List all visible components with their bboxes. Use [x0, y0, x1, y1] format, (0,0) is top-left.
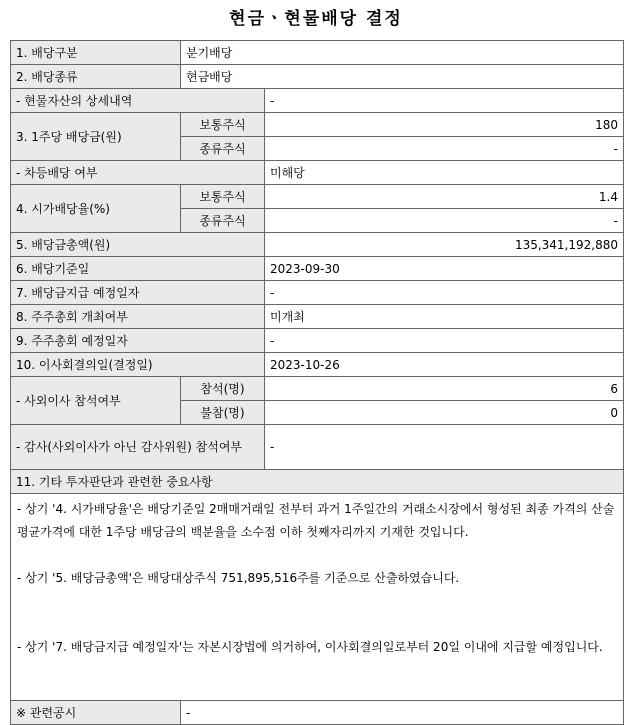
- table-row: [11, 41, 624, 65]
- note-paragraph: - 상기 '7. 배당금지급 예정일자'는 자본시장법에 의거하여, 이사회결의일로부터 20일 이내에 지급할 예정입니다.: [17, 640, 603, 654]
- row-label: 8. 주주총회 개최여부: [11, 305, 265, 329]
- sub-label: 종류주식: [181, 137, 265, 161]
- row-label: - 사외이사 참석여부: [11, 377, 181, 425]
- row-label: 9. 주주총회 예정일자: [11, 329, 265, 353]
- table-row: [11, 161, 624, 185]
- row-value: 6: [265, 377, 624, 401]
- table-row: [11, 65, 624, 89]
- table-row: [11, 377, 624, 401]
- table-row: [11, 353, 624, 377]
- row-value: -: [265, 89, 624, 113]
- row-value: 2023-10-26: [265, 353, 624, 377]
- row-value: 1.4: [265, 185, 624, 209]
- table-row: [11, 470, 624, 494]
- row-value: 현금배당: [181, 65, 624, 89]
- table-row: [11, 305, 624, 329]
- row-label: 4. 시가배당율(%): [11, 185, 181, 233]
- row-value: -: [265, 281, 624, 305]
- table-row: [11, 185, 624, 209]
- section-label: 11. 기타 투자판단과 관련한 중요사항: [11, 470, 624, 494]
- row-value: 180: [265, 113, 624, 137]
- row-label: 6. 배당기준일: [11, 257, 265, 281]
- sub-label: 불참(명): [181, 401, 265, 425]
- table-row: [11, 233, 624, 257]
- table-row: [11, 257, 624, 281]
- table-row: [11, 329, 624, 353]
- table-row: [11, 89, 624, 113]
- table-row: [11, 281, 624, 305]
- note-paragraph: - 상기 '4. 시가배당율'은 배당기준일 2매매거래일 전부터 과거 1주일간의 거래소시장에서 형성된 최종 가격의 산술평균가격에 대한 1주당 배당금의 백분율을 소수점 이하 첫째자리까지 기재한 것입니다.: [17, 502, 615, 539]
- row-value: 미개최: [265, 305, 624, 329]
- row-label: ※ 관련공시: [11, 701, 181, 725]
- row-label: 10. 이사회결의일(결정일): [11, 353, 265, 377]
- row-label: 2. 배당종류: [11, 65, 181, 89]
- row-label: - 차등배당 여부: [11, 161, 265, 185]
- row-value: 0: [265, 401, 624, 425]
- row-value: -: [265, 137, 624, 161]
- row-value: 135,341,192,880: [265, 233, 624, 257]
- row-value: -: [265, 425, 624, 470]
- table-row: [11, 494, 624, 701]
- dividend-table: [10, 40, 624, 725]
- row-value: 2023-09-30: [265, 257, 624, 281]
- row-value: 미해당: [265, 161, 624, 185]
- row-label: 1. 배당구분: [11, 41, 181, 65]
- table-row: [11, 425, 624, 470]
- row-value: -: [265, 209, 624, 233]
- row-label: 3. 1주당 배당금(원): [11, 113, 181, 161]
- row-label: 7. 배당금지급 예정일자: [11, 281, 265, 305]
- sub-label: 보통주식: [181, 113, 265, 137]
- row-label: - 현물자산의 상세내역: [11, 89, 265, 113]
- page-title: 현금ㆍ현물배당 결정: [229, 9, 403, 29]
- row-value: -: [181, 701, 624, 725]
- row-label: - 감사(사외이사가 아닌 감사위원) 참석여부: [11, 425, 265, 470]
- row-label: 5. 배당금총액(원): [11, 233, 265, 257]
- row-value: 분기배당: [181, 41, 624, 65]
- note-paragraph: - 상기 '5. 배당금총액'은 배당대상주식 751,895,516주를 기준으로 산출하였습니다.: [17, 571, 460, 585]
- table-row: [11, 113, 624, 137]
- sub-label: 종류주식: [181, 209, 265, 233]
- notes-cell: [11, 494, 624, 701]
- sub-label: 참석(명): [181, 377, 265, 401]
- sub-label: 보통주식: [181, 185, 265, 209]
- row-value: -: [265, 329, 624, 353]
- table-row: [11, 701, 624, 725]
